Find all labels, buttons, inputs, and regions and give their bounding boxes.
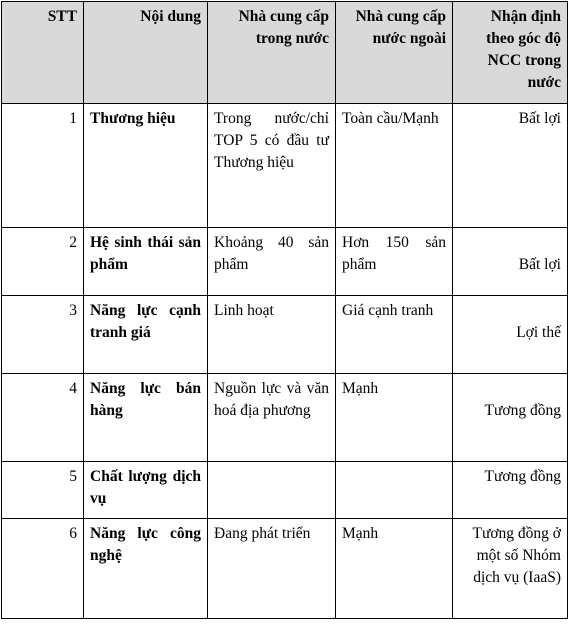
row-foreign: Hơn 150 sản phẩm xyxy=(336,228,453,296)
row-number: 3 xyxy=(2,296,84,374)
row-number: 5 xyxy=(2,462,84,519)
row-domestic: Linh hoạt xyxy=(208,296,336,374)
row-content: Thương hiệu xyxy=(84,104,208,228)
row-content: Năng lực bán hàng xyxy=(84,374,208,462)
row-content: Chất lượng dịch vụ xyxy=(84,462,208,519)
row-number: 2 xyxy=(2,228,84,296)
row-foreign: Giá cạnh tranh xyxy=(336,296,453,374)
row-domestic: Đang phát triển xyxy=(208,519,336,619)
row-number: 4 xyxy=(2,374,84,462)
row-assessment-cell xyxy=(453,296,568,374)
row-number: 6 xyxy=(2,519,84,619)
row-foreign: Toàn cầu/Mạnh xyxy=(336,104,453,228)
header-foreign: Nhà cung cấp nước ngoài xyxy=(336,2,453,104)
row-assessment: Bất lợi xyxy=(518,256,561,273)
header-assessment: Nhận định theo góc độ NCC trong nước xyxy=(453,2,568,104)
table-row xyxy=(2,374,568,462)
row-domestic xyxy=(208,462,336,519)
row-assessment: Tương đồng xyxy=(484,402,561,419)
row-assessment-cell xyxy=(453,374,568,462)
row-domestic: Nguồn lực và văn hoá địa phương xyxy=(208,374,336,462)
row-content: Hệ sinh thái sản phẩm xyxy=(84,228,208,296)
table-row xyxy=(2,104,568,228)
header-content: Nội dung xyxy=(84,2,208,104)
row-assessment: Bất lợi xyxy=(453,104,568,228)
header-stt: STT xyxy=(2,2,84,104)
table-row xyxy=(2,462,568,519)
row-foreign xyxy=(336,462,453,519)
row-domestic: Trong nước/chỉ TOP 5 có đầu tư Thương hiệu xyxy=(208,104,336,228)
row-foreign: Mạnh xyxy=(336,519,453,619)
row-assessment: Tương đồng ở một số Nhóm dịch vụ (IaaS) xyxy=(453,519,568,619)
table-row xyxy=(2,519,568,619)
header-row xyxy=(2,2,568,104)
row-content: Năng lực cạnh tranh giá xyxy=(84,296,208,374)
table-row xyxy=(2,228,568,296)
row-assessment-cell xyxy=(453,228,568,296)
row-content: Năng lực công nghệ xyxy=(84,519,208,619)
table-row xyxy=(2,296,568,374)
header-domestic: Nhà cung cấp trong nước xyxy=(208,2,336,104)
comparison-table xyxy=(1,1,568,619)
row-number: 1 xyxy=(2,104,84,228)
row-assessment: Lợi thế xyxy=(516,324,561,341)
row-domestic: Khoảng 40 sản phẩm xyxy=(208,228,336,296)
row-foreign: Mạnh xyxy=(336,374,453,462)
row-assessment: Tương đồng xyxy=(453,462,568,519)
